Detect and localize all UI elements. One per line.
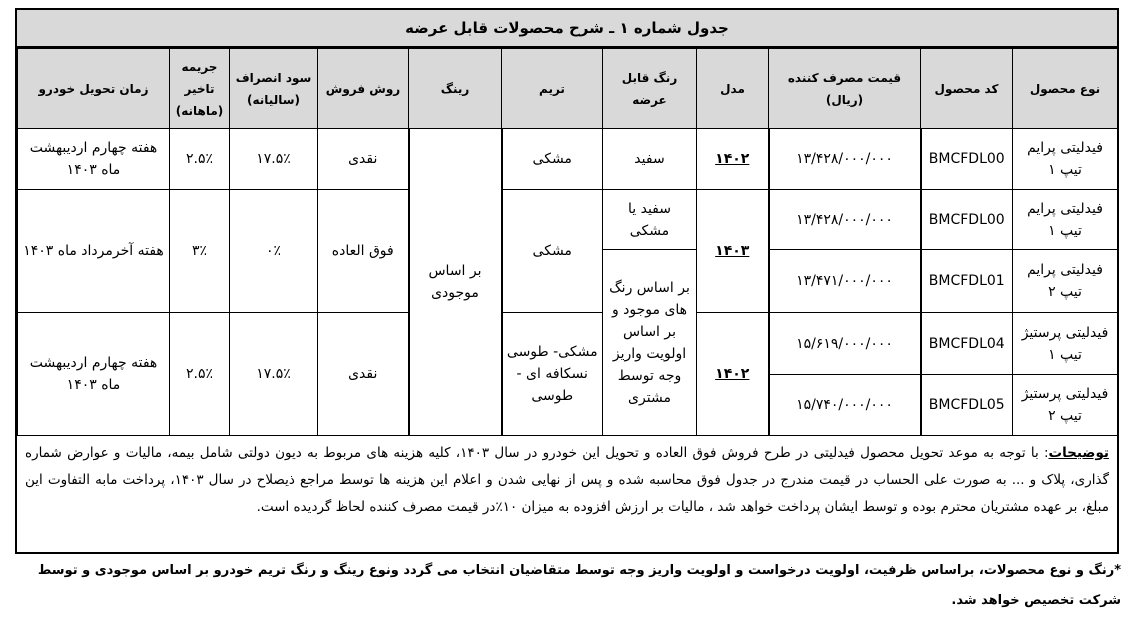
- table-row: [18, 190, 1118, 250]
- delivery-time: هفته چهارم اردیبهشت ماه ۱۴۰۳: [18, 129, 170, 190]
- sale-method: نقدی: [318, 129, 409, 190]
- notes-label: توضیحات: [1048, 445, 1109, 461]
- header-trim: تریم: [502, 49, 603, 129]
- product-name: فیدلیتی پرایم تیپ ۱: [1013, 129, 1118, 190]
- product-code: BMCFDL04: [921, 313, 1013, 375]
- product-color: سفید یا مشکی: [603, 190, 697, 250]
- product-code: BMCFDL05: [921, 375, 1013, 436]
- product-name: فیدلیتی پرایم تیپ ۲: [1013, 250, 1118, 313]
- header-code: کد محصول: [921, 49, 1013, 129]
- table-caption: جدول شماره ۱ ـ شرح محصولات قابل عرضه: [17, 10, 1117, 48]
- sale-method: فوق العاده: [318, 190, 409, 313]
- product-model: ۱۴۰۲: [697, 313, 769, 436]
- product-ring: بر اساس موجودی: [409, 129, 502, 436]
- product-name: فیدلیتی پرستیژ تیپ ۱: [1013, 313, 1118, 375]
- header-price: قیمت مصرف کننده (ریال): [769, 49, 921, 129]
- header-model: مدل: [697, 49, 769, 129]
- delivery-time: هفته آخرمرداد ماه ۱۴۰۳: [18, 190, 170, 313]
- product-trim: مشکی: [502, 129, 603, 190]
- product-code: BMCFDL01: [921, 250, 1013, 313]
- sale-method: نقدی: [318, 313, 409, 436]
- products-table: [17, 48, 1118, 436]
- cancel-profit: ۱۷.۵٪: [230, 129, 318, 190]
- products-sheet: [15, 8, 1119, 554]
- product-model: ۱۴۰۳: [697, 190, 769, 313]
- cancel-profit: ۰٪: [230, 190, 318, 313]
- product-trim: مشکی: [502, 190, 603, 313]
- header-penalty: جریمه تاخیر (ماهانه): [170, 49, 230, 129]
- header-ring: رینگ: [409, 49, 502, 129]
- header-delivery: زمان تحویل خودرو: [18, 49, 170, 129]
- notes-text: : با توجه به موعد تحویل محصول فیدلیتی در طرح فروش فوق العاده و تحویل این خودرو در سال ۱۴۰۳، کلیه هزینه های مربوط به دیون دولتی شامل بیمه، مالیات و عوارض شماره گذاری، پلاک و ... به صورت علی الحساب در قیمت مندرج در جدول فوق محاسبه شده و پس از نهایی شدن و اعلام این هزینه ها توسط مراجع ذیصلاح در سال ۱۴۰۳، پرداخت مابه التفاوت این مبلغ، بر عهده مشتریان محترم بوده و توسط ایشان پرداخت خواهد شد ، مالیات بر ارزش افزوده به میزان ۱۰٪در قیمت مصرف کننده لحاظ گردیده است.: [25, 445, 1110, 515]
- header-sale: روش فروش: [318, 49, 409, 129]
- product-price: ۱۳/۴۷۱/۰۰۰/۰۰۰: [769, 250, 921, 313]
- footnote: *رنگ و نوع محصولات، براساس ظرفیت، اولویت درخواست و اولویت واریز وجه توسط متقاضیان انتخاب می گردد ونوع رینگ و رنگ تریم خودرو بر اساس موجودی و توسط شرکت تخصیص خواهد شد.: [37, 563, 1121, 608]
- product-model: ۱۴۰۲: [697, 129, 769, 190]
- header-type: نوع محصول: [1013, 49, 1118, 129]
- product-price: ۱۵/۷۴۰/۰۰۰/۰۰۰: [769, 375, 921, 436]
- product-price: ۱۵/۶۱۹/۰۰۰/۰۰۰: [769, 313, 921, 375]
- delay-penalty: ۲.۵٪: [170, 313, 230, 436]
- header-profit: سود انصراف (سالیانه): [230, 49, 318, 129]
- table-row: [18, 313, 1118, 375]
- header-row: [18, 49, 1118, 129]
- header-color: رنگ قابل عرضه: [603, 49, 697, 129]
- product-name: فیدلیتی پرایم تیپ ۱: [1013, 190, 1118, 250]
- product-price: ۱۳/۴۲۸/۰۰۰/۰۰۰: [769, 190, 921, 250]
- product-code: BMCFDL00: [921, 129, 1013, 190]
- delay-penalty: ۳٪: [170, 190, 230, 313]
- product-color: سفید: [603, 129, 697, 190]
- delivery-time: هفته چهارم اردیبهشت ماه ۱۴۰۳: [18, 313, 170, 436]
- product-price: ۱۳/۴۲۸/۰۰۰/۰۰۰: [769, 129, 921, 190]
- table-row: [18, 129, 1118, 190]
- product-trim: مشکی- طوسی نسکافه ای - طوسی: [502, 313, 603, 436]
- product-color: بر اساس رنگ های موجود و بر اساس اولویت واریز وجه توسط مشتری: [603, 250, 697, 436]
- product-name: فیدلیتی پرستیژ تیپ ۲: [1013, 375, 1118, 436]
- notes-section: [17, 436, 1117, 552]
- cancel-profit: ۱۷.۵٪: [230, 313, 318, 436]
- product-code: BMCFDL00: [921, 190, 1013, 250]
- delay-penalty: ۲.۵٪: [170, 129, 230, 190]
